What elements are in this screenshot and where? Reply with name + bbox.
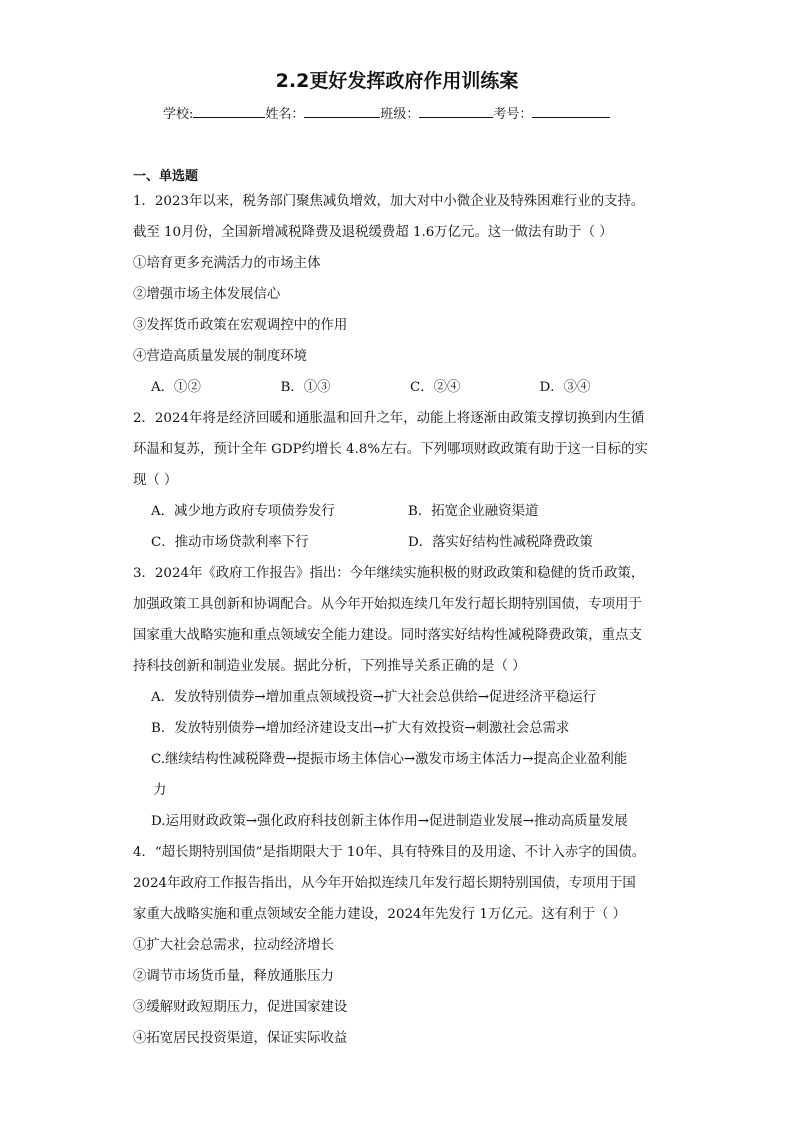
question-stem-line: 环温和复苏，预计全年 GDP约增长 4.8%左右。下列哪项财政政策有助于这一目标的实 [133,442,648,457]
option-b[interactable]: B．发放特别债券→增加经济建设支出→扩大有效投资→刺激社会总需求 [151,721,570,736]
option-d[interactable]: D.运用财政政策→强化政府科技创新主体作用→促进制造业发展→推动高质量发展 [151,814,628,829]
option-a[interactable]: A．发放特别债券→增加重点领域投资→扩大社会总供给→促进经济平稳运行 [151,690,597,705]
statement-item: ④营造高质量发展的制度环境 [133,349,308,364]
statement-item: ①扩大社会总需求，拉动经济增长 [133,938,334,953]
statement-item: ③缓解财政短期压力，促进国家建设 [133,1000,348,1015]
question-4 [133,837,669,1054]
answer-options [133,496,669,527]
name-label: 姓名： [265,107,305,122]
question-1 [133,186,669,403]
statement-item: ②增强市场主体发展信心 [133,287,281,302]
statement-item: ①培育更多充满活力的市场主体 [133,256,321,271]
option-a[interactable]: A．①② [151,380,201,395]
school-label: 学校: [163,107,194,122]
question-stem-line: 加强政策工具创新和协调配合。从今年开始拟连续几年发行超长期特别国债，专项用于 [133,597,642,612]
school-blank[interactable] [193,104,265,118]
option-b[interactable]: B．拓宽企业融资渠道 [408,504,539,519]
question-2 [133,403,669,558]
question-stem-line: 3．2024年《政府工作报告》指出：今年继续实施积极的财政政策和稳健的货币政策， [133,566,645,581]
class-blank[interactable] [419,104,493,118]
option-c[interactable]: C．②④ [410,380,461,395]
question-stem-line: 4．“超长期特别国债”是指期限大于 10年、具有特殊目的及用途、不计入赤字的国债。 [133,845,646,860]
statement-item: ②调节市场货币量，释放通胀压力 [133,969,334,984]
statement-item: ④拓宽居民投资渠道，保证实际收益 [133,1031,348,1046]
option-d[interactable]: D．落实好结构性减税降费政策 [408,535,593,550]
question-stem-line: 现（ ） [133,473,178,488]
option-c[interactable]: C.继续结构性减税降费→提振市场主体信心→激发市场主体活力→提高企业盈利能 [151,752,628,767]
question-stem-line: 持科技创新和制造业发展。据此分析，下列推导关系正确的是（ ） [133,659,526,674]
student-info-row [163,103,610,122]
question-stem-line: 截至 10月份，全国新增减税降费及退税缓费超 1.6万亿元。这一做法有助于（ ） [133,225,613,240]
question-stem-line: 国家重大战略实施和重点领域安全能力建设。同时落实好结构性减税降费政策，重点支 [133,628,642,643]
section-title: 一、单选题 [133,169,199,184]
page-title: 2.2更好发挥政府作用训练案 [275,70,519,92]
question-stem-line: 2024年政府工作报告指出，从今年开始拟连续几年发行超长期特别国债，专项用于国 [133,876,636,891]
question-3 [133,558,669,837]
question-stem-line: 1．2023年以来，税务部门聚焦减负增效，加大对中小微企业及特殊困难行业的支持。 [133,194,645,209]
questions [133,186,669,1054]
option-c-continuation[interactable]: 力 [153,783,167,798]
class-label: 班级： [380,107,420,122]
answer-options [133,372,669,403]
statement-item: ③发挥货币政策在宏观调控中的作用 [133,318,348,333]
option-b[interactable]: B．①③ [280,380,331,395]
option-c[interactable]: C．推动市场贷款利率下行 [151,535,309,550]
option-d[interactable]: D．③④ [539,380,591,395]
question-stem-line: 2．2024年将是经济回暖和通胀温和回升之年，动能上将逐渐由政策支撑切换到内生循 [133,411,645,426]
answer-options [133,527,669,558]
name-blank[interactable] [304,104,380,118]
exam-no-blank[interactable] [532,104,610,118]
option-a[interactable]: A．减少地方政府专项债券发行 [151,504,335,519]
exam-no-label: 考号： [493,107,533,122]
question-stem-line: 家重大战略实施和重点领域安全能力建设，2024年先发行 1万亿元。这有利于（ ） [133,907,626,922]
